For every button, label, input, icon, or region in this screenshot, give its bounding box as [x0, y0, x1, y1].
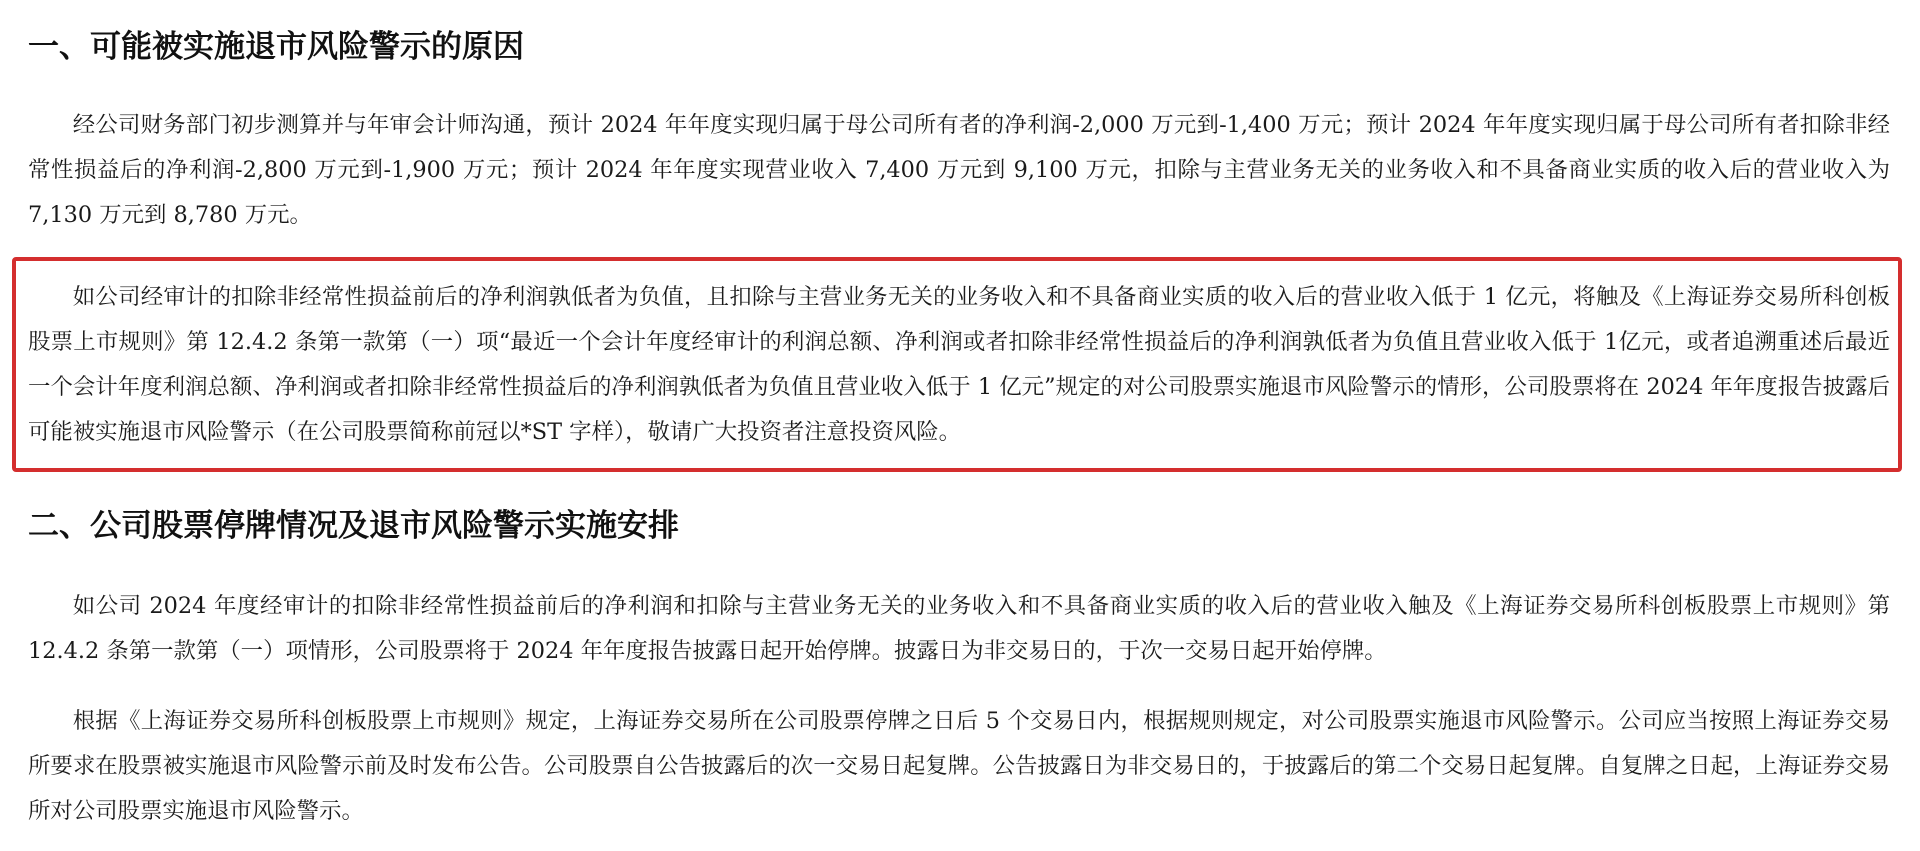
section-heading-delisting-reasons: 一、可能被实施退市风险警示的原因 [28, 29, 524, 65]
delisting-risk-paragraph: 如公司经审计的扣除非经常性损益前后的净利润孰低者为负值，且扣除与主营业务无关的业务收入和不具备商业实质的收入后的营业收入低于 1 亿元，将触及《上海证券交易所科创板股票上市规则》第 12.4.2 条第一款第（一）项“最近一个会计年度经审计的利润总额、净利润或者扣除非经常性损益后的净利润孰低者为负值且营业收入低于 1亿元，或者追溯重述后最近一个会计年度利润总额、净利润或者扣除非经常性损益后的净利润孰低者为负值且营业收入低于 1 亿元”规定的对公司股票实施退市风险警示的情形，公司股票将在 2024 年年度报告披露后可能被实施退市风险警示（在公司股票简称前冠以*ST 字样），敬请广大投资者注意投资风险。 [28, 284, 1890, 445]
financial-forecast-paragraph: 经公司财务部门初步测算并与年审会计师沟通，预计 2024 年年度实现归属于母公司所有者的净利润-2,000 万元到-1,400 万元；预计 2024 年年度实现归属于母公司所有者扣除非经常性损益后的净利润-2,800 万元到-1,900 万元；预计 2024 年年度实现营业收入 7,400 万元到 9,100 万元，扣除与主营业务无关的业务收入和不具备商业实质的收入后的营业收入为 7,130 万元到 8,780 万元。 [28, 112, 1890, 228]
suspension-paragraph: 如公司 2024 年度经审计的扣除非经常性损益前后的净利润和扣除与主营业务无关的业务收入和不具备商业实质的收入后的营业收入触及《上海证券交易所科创板股票上市规则》第 12.4.2 条第一款第（一）项情形，公司股票将于 2024 年年度报告披露日起开始停牌。披露日为非交易日的，于次一交易日起开始停牌。 [28, 593, 1890, 664]
risk-warning-procedure-paragraph: 根据《上海证券交易所科创板股票上市规则》规定，上海证券交易所在公司股票停牌之日后 5 个交易日内，根据规则规定，对公司股票实施退市风险警示。公司应当按照上海证券交易所要求在股票被实施退市风险警示前及时发布公告。公司股票自公告披露后的次一交易日起复牌。公告披露日为非交易日的，于披露后的第二个交易日起复牌。自复牌之日起，上海证券交易所对公司股票实施退市风险警示。 [28, 708, 1890, 824]
section-heading-suspension-arrangement: 二、公司股票停牌情况及退市风险警示实施安排 [28, 508, 679, 544]
